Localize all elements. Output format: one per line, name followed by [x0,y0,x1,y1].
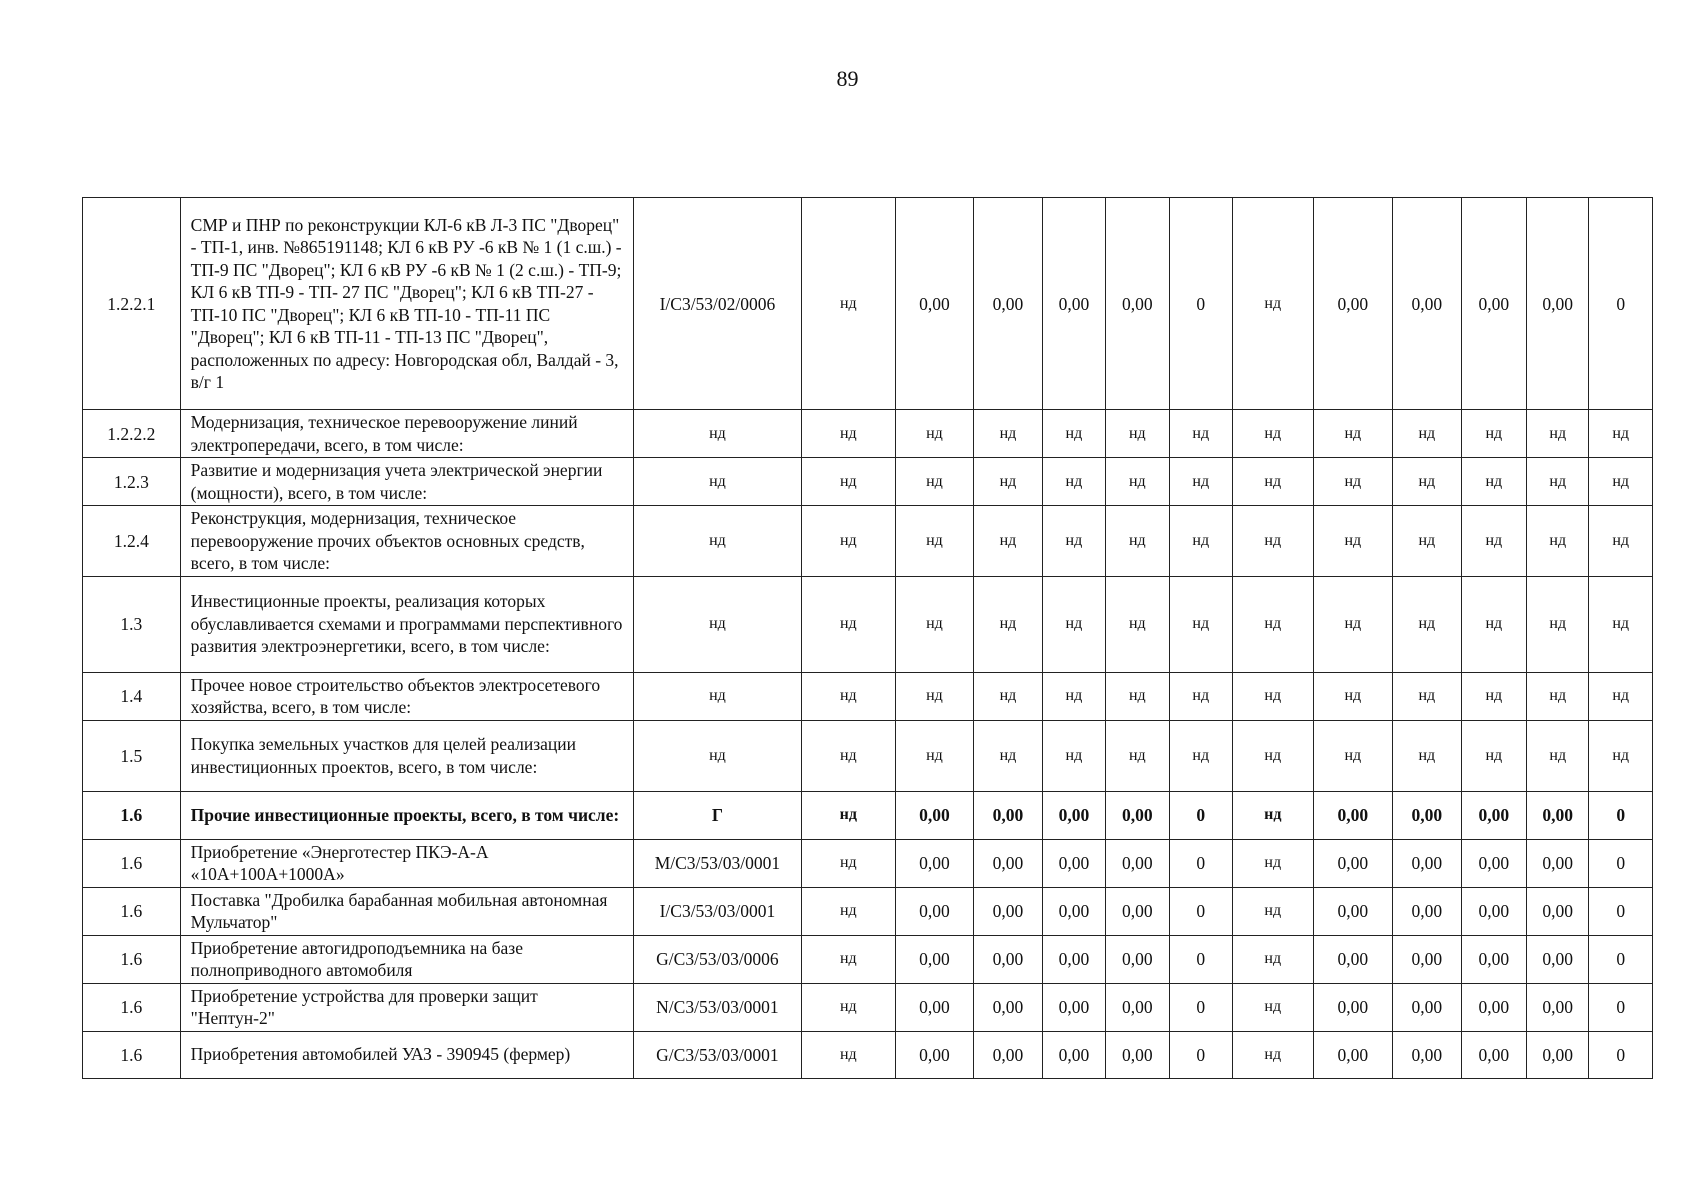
value-cell: 0,00 [1042,198,1105,410]
value-cell: нд [1232,410,1313,458]
value-cell: нд [1313,506,1393,577]
value-cell: 0,00 [1527,791,1589,839]
value-cell: нд [1042,720,1105,791]
row-number-cell: 1.6 [83,983,181,1031]
table-row [83,935,1653,983]
value-cell: 0,00 [1461,887,1526,935]
value-cell: нд [1313,576,1393,672]
value-cell: нд [802,791,896,839]
value-cell: 0 [1589,198,1653,410]
value-cell: нд [802,198,896,410]
value-cell: нд [1232,839,1313,887]
value-cell: нд [1393,720,1461,791]
value-cell: 0,00 [1106,839,1169,887]
value-cell: нд [974,720,1042,791]
value-cell: нд [1461,506,1526,577]
project-code-cell: G/С3/53/03/0006 [633,935,801,983]
value-cell: нд [1589,576,1653,672]
value-cell: нд [802,720,896,791]
value-cell: 0 [1169,983,1232,1031]
project-code-cell: нд [633,720,801,791]
value-cell: 0,00 [1461,1031,1526,1078]
value-cell: 0,00 [974,839,1042,887]
value-cell: нд [802,506,896,577]
value-cell: 0 [1589,887,1653,935]
value-cell: нд [895,672,974,720]
value-cell: 0,00 [895,887,974,935]
value-cell: 0,00 [1461,839,1526,887]
description-cell: Приобретение «Энерготестер ПКЭ-А-А «10А+100А+1000А» [180,839,633,887]
value-cell: нд [1393,458,1461,506]
value-cell: нд [895,458,974,506]
value-cell: 0,00 [1527,935,1589,983]
row-number-cell: 1.2.2.1 [83,198,181,410]
value-cell: 0 [1589,791,1653,839]
description-cell: Реконструкция, модернизация, техническое перевооружение прочих объектов основных средств, всего, в том числе: [180,506,633,577]
row-number-cell: 1.6 [83,791,181,839]
project-code-cell: G/С3/53/03/0001 [633,1031,801,1078]
value-cell: 0,00 [1106,935,1169,983]
value-cell: нд [1232,672,1313,720]
value-cell: нд [1232,506,1313,577]
row-number-cell: 1.6 [83,935,181,983]
value-cell: 0,00 [1042,887,1105,935]
value-cell: 0 [1589,935,1653,983]
value-cell: нд [1527,458,1589,506]
value-cell: нд [1169,410,1232,458]
value-cell: 0 [1169,887,1232,935]
value-cell: нд [1169,720,1232,791]
table-row [83,198,1653,410]
value-cell: нд [802,576,896,672]
value-cell: 0,00 [1106,791,1169,839]
value-cell: 0,00 [1106,1031,1169,1078]
value-cell: 0,00 [895,983,974,1031]
value-cell: нд [1169,458,1232,506]
value-cell: нд [1169,576,1232,672]
value-cell: 0,00 [1106,887,1169,935]
value-cell: 0,00 [1527,198,1589,410]
value-cell: 0,00 [974,791,1042,839]
value-cell: 0 [1169,198,1232,410]
value-cell: 0,00 [895,935,974,983]
description-cell: Прочее новое строительство объектов электросетевого хозяйства, всего, в том числе: [180,672,633,720]
value-cell: 0,00 [1527,983,1589,1031]
row-number-cell: 1.2.4 [83,506,181,577]
value-cell: 0,00 [1393,839,1461,887]
value-cell: 0,00 [1042,839,1105,887]
value-cell: 0,00 [1106,198,1169,410]
value-cell: 0,00 [1461,983,1526,1031]
investment-table [82,197,1653,1079]
table-row [83,791,1653,839]
value-cell: 0,00 [974,935,1042,983]
value-cell: нд [1461,576,1526,672]
value-cell: 0,00 [895,198,974,410]
description-cell: Модернизация, техническое перевооружение линий электропередачи, всего, в том числе: [180,410,633,458]
value-cell: нд [1589,720,1653,791]
project-code-cell: I/С3/53/03/0001 [633,887,801,935]
row-number-cell: 1.4 [83,672,181,720]
value-cell: нд [1232,458,1313,506]
project-code-cell: Г [633,791,801,839]
value-cell: 0,00 [1393,1031,1461,1078]
value-cell: нд [895,506,974,577]
value-cell: нд [1042,506,1105,577]
value-cell: нд [974,458,1042,506]
value-cell: 0,00 [1313,198,1393,410]
value-cell: 0,00 [974,887,1042,935]
table-row [83,576,1653,672]
value-cell: нд [1589,506,1653,577]
description-cell: СМР и ПНР по реконструкции КЛ-6 кВ Л-3 ПС "Дворец" - ТП-1, инв. №865191148; КЛ 6 кВ РУ -6 кВ № 1 (1 с.ш.) - ТП-9 ПС "Дворец"; КЛ 6 кВ РУ -6 кВ № 1 (2 с.ш.) - ТП-9; КЛ 6 кВ ТП-9 - ТП- 27 ПС "Дворец"; КЛ 6 кВ ТП-27 - ТП-10 ПС "Дворец"; КЛ 6 кВ ТП-10 - ТП-11 ПС "Дворец"; КЛ 6 кВ ТП-11 - ТП-13 ПС "Дворец", расположенных по адресу: Новгородская обл, Валдай - 3, в/г 1 [180,198,633,410]
value-cell: нд [1313,720,1393,791]
table-row [83,506,1653,577]
value-cell: нд [974,506,1042,577]
value-cell: 0,00 [895,791,974,839]
value-cell: нд [1232,887,1313,935]
value-cell: нд [1589,410,1653,458]
project-code-cell: нд [633,410,801,458]
value-cell: нд [1527,672,1589,720]
value-cell: 0,00 [1042,935,1105,983]
description-cell: Развитие и модернизация учета электрической энергии (мощности), всего, в том числе: [180,458,633,506]
value-cell: 0,00 [1313,935,1393,983]
value-cell: 0,00 [1527,839,1589,887]
value-cell: нд [1106,576,1169,672]
value-cell: нд [802,410,896,458]
description-cell: Покупка земельных участков для целей реализации инвестиционных проектов, всего, в том числе: [180,720,633,791]
value-cell: 0,00 [1393,791,1461,839]
value-cell: нд [1461,720,1526,791]
value-cell: 0,00 [974,1031,1042,1078]
value-cell: нд [1042,672,1105,720]
value-cell: нд [1313,672,1393,720]
value-cell: нд [974,410,1042,458]
project-code-cell: I/С3/53/02/0006 [633,198,801,410]
value-cell: нд [974,576,1042,672]
value-cell: 0,00 [1313,887,1393,935]
value-cell: нд [802,887,896,935]
row-number-cell: 1.2.2.2 [83,410,181,458]
table-row [83,720,1653,791]
table-row [83,410,1653,458]
value-cell: нд [1042,576,1105,672]
value-cell: 0 [1169,1031,1232,1078]
value-cell: нд [1106,410,1169,458]
value-cell: нд [1527,720,1589,791]
value-cell: 0,00 [1106,983,1169,1031]
value-cell: 0,00 [1393,935,1461,983]
description-cell: Приобретения автомобилей УАЗ - 390945 (фермер) [180,1031,633,1078]
value-cell: нд [1313,410,1393,458]
value-cell: 0,00 [1461,935,1526,983]
value-cell: 0,00 [1461,198,1526,410]
value-cell: 0 [1589,983,1653,1031]
value-cell: нд [1313,458,1393,506]
value-cell: 0 [1169,791,1232,839]
project-code-cell: нд [633,576,801,672]
value-cell: нд [802,935,896,983]
value-cell: 0,00 [895,839,974,887]
page-number: 89 [836,66,859,91]
value-cell: нд [1461,410,1526,458]
value-cell: нд [1527,410,1589,458]
value-cell: нд [1232,576,1313,672]
value-cell: нд [1232,1031,1313,1078]
value-cell: 0 [1589,1031,1653,1078]
value-cell: нд [1393,410,1461,458]
value-cell: 0,00 [1393,887,1461,935]
row-number-cell: 1.6 [83,1031,181,1078]
value-cell: 0,00 [1393,983,1461,1031]
value-cell: нд [1232,983,1313,1031]
value-cell: 0,00 [1042,983,1105,1031]
row-number-cell: 1.6 [83,887,181,935]
value-cell: 0,00 [1527,887,1589,935]
table-row [83,983,1653,1031]
project-code-cell: нд [633,672,801,720]
value-cell: 0,00 [1313,839,1393,887]
value-cell: нд [1589,672,1653,720]
value-cell: 0 [1589,839,1653,887]
value-cell: нд [802,1031,896,1078]
row-number-cell: 1.6 [83,839,181,887]
value-cell: нд [1232,935,1313,983]
value-cell: нд [802,458,896,506]
row-number-cell: 1.3 [83,576,181,672]
value-cell: нд [1232,198,1313,410]
value-cell: нд [1232,791,1313,839]
value-cell: 0,00 [1313,791,1393,839]
value-cell: нд [895,576,974,672]
value-cell: нд [974,672,1042,720]
description-cell: Инвестиционные проекты, реализация которых обуславливается схемами и программами перспективного развития электроэнергетики, всего, в том числе: [180,576,633,672]
value-cell: нд [1461,458,1526,506]
value-cell: 0,00 [1393,198,1461,410]
table-row [83,458,1653,506]
value-cell: нд [1232,720,1313,791]
value-cell: нд [1042,458,1105,506]
value-cell: нд [1106,672,1169,720]
value-cell: 0,00 [974,198,1042,410]
row-number-cell: 1.2.3 [83,458,181,506]
value-cell: нд [1106,506,1169,577]
value-cell: нд [802,839,896,887]
value-cell: 0,00 [1313,983,1393,1031]
value-cell: нд [1527,576,1589,672]
table-row [83,839,1653,887]
value-cell: нд [1393,576,1461,672]
table-body [83,198,1653,1079]
description-cell: Приобретение автогидроподъемника на базе полноприводного автомобиля [180,935,633,983]
value-cell: нд [895,720,974,791]
value-cell: нд [1527,506,1589,577]
value-cell: 0 [1169,935,1232,983]
project-code-cell: нд [633,458,801,506]
value-cell: нд [802,983,896,1031]
value-cell: нд [802,672,896,720]
value-cell: 0,00 [1527,1031,1589,1078]
value-cell: нд [1042,410,1105,458]
value-cell: 0,00 [974,983,1042,1031]
table-row [83,672,1653,720]
value-cell: нд [1461,672,1526,720]
value-cell: нд [1106,720,1169,791]
value-cell: 0,00 [1313,1031,1393,1078]
value-cell: 0 [1169,839,1232,887]
value-cell: нд [1169,672,1232,720]
value-cell: 0,00 [1042,791,1105,839]
value-cell: нд [1169,506,1232,577]
table-row [83,887,1653,935]
project-code-cell: нд [633,506,801,577]
value-cell: нд [1393,506,1461,577]
description-cell: Прочие инвестиционные проекты, всего, в том числе: [180,791,633,839]
value-cell: нд [1589,458,1653,506]
value-cell: 0,00 [1042,1031,1105,1078]
value-cell: 0,00 [895,1031,974,1078]
value-cell: нд [895,410,974,458]
value-cell: нд [1393,672,1461,720]
row-number-cell: 1.5 [83,720,181,791]
value-cell: нд [1106,458,1169,506]
description-cell: Приобретение устройства для проверки защит "Нептун-2" [180,983,633,1031]
description-cell: Поставка "Дробилка барабанная мобильная автономная Мульчатор" [180,887,633,935]
table-row [83,1031,1653,1078]
value-cell: 0,00 [1461,791,1526,839]
project-code-cell: M/С3/53/03/0001 [633,839,801,887]
project-code-cell: N/С3/53/03/0001 [633,983,801,1031]
